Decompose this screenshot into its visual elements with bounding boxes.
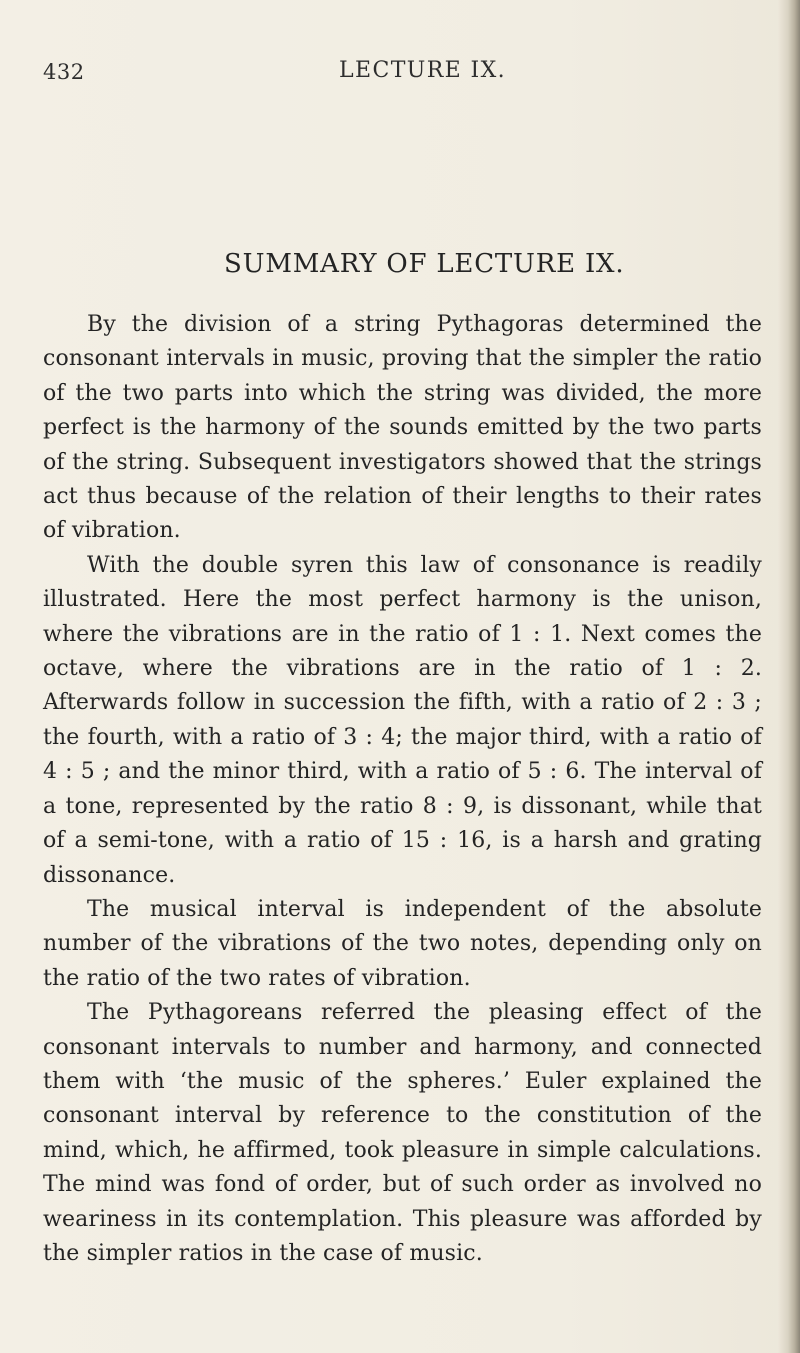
page-number: 432 <box>43 60 85 84</box>
page-edge-shadow <box>778 0 800 1353</box>
summary-paragraph: By the division of a string Pythagoras determined the consonant intervals in music, proving that the simpler the ratio of the two parts into which the string was divided, the more perfect is the harmony of the sounds emitted by the two parts of the string. Subsequent investigators showed that the strings act thus because of the relation of their lengths to their rates of vibration. <box>43 312 762 544</box>
running-head <box>43 50 760 90</box>
page-content <box>43 248 762 1271</box>
summary-title: SUMMARY OF LECTURE IX. <box>224 249 625 279</box>
summary-paragraph: The musical interval is independent of the absolute number of the vibrations of the two notes, depending only on the ratio of the two rates of vibration. <box>43 896 762 991</box>
summary-paragraph: With the double syren this law of consonance is readily illustrated. Here the most perfect harmony is the unison, where the vibrations are in the ratio of 1 : 1. Next comes the octave, where the vibrations are in the ratio of 1 : 2. Afterwards follow in succession the fifth, with a ratio of 2 : 3 ; the fourth, with a ratio of 3 : 4; the major third, with a ratio of 4 : 5 ; and the minor third, with a ratio of 5 : 6. The interval of a tone, represented by the ratio 8 : 9, is dissonant, while that of a semi-tone, with a ratio of 15 : 16, is a harsh and grating dissonance. <box>43 552 762 888</box>
running-title: LECTURE IX. <box>339 58 507 83</box>
summary-paragraph: The Pythagoreans referred the pleasing effect of the consonant intervals to number and harmony, and connected them with ‘the music of the spheres.’ Euler explained the consonant interval by reference to the constitution of the mind, which, he affirmed, took pleasure in simple calculations. The mind was fond of order, but of such order as involved no weariness in its contemplation. This pleasure was afforded by the simpler ratios in the case of music. <box>43 1000 762 1266</box>
